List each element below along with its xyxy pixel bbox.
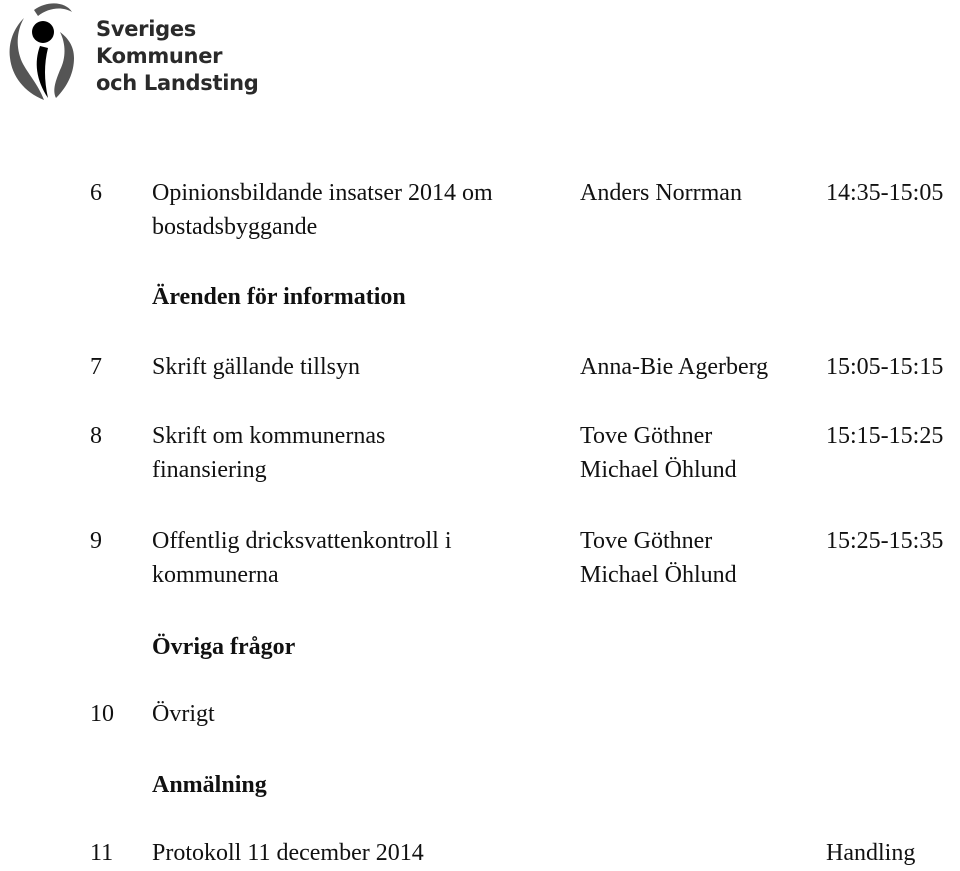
item-number: 6 — [90, 180, 102, 206]
item-title — [152, 524, 452, 592]
item-title — [152, 419, 385, 487]
item-number: 9 — [90, 528, 102, 554]
item-presenter-line: Michael Öhlund — [580, 562, 737, 588]
section-heading-anmalning: Anmälning — [152, 772, 267, 798]
section-heading-ovriga: Övriga frågor — [152, 634, 296, 660]
item-time: 15:05-15:15 — [826, 354, 944, 380]
item-number: 11 — [90, 840, 114, 866]
item-time: 15:15-15:25 — [826, 423, 944, 449]
item-title-line: bostadsbyggande — [152, 214, 318, 240]
item-presenter-line: Michael Öhlund — [580, 457, 737, 483]
item-presenter-line: Tove Göthner — [580, 528, 713, 554]
item-title-line: finansiering — [152, 457, 267, 483]
item-number: 8 — [90, 423, 102, 449]
section-heading-information: Ärenden för information — [152, 284, 406, 310]
logo-wordmark — [96, 16, 259, 97]
logo-line: Sveriges — [96, 17, 196, 41]
item-note: Handling — [826, 840, 916, 866]
organization-logo — [4, 2, 264, 102]
item-time: 15:25-15:35 — [826, 528, 944, 554]
item-title: Övrigt — [152, 701, 215, 727]
item-presenter — [580, 524, 737, 592]
item-title — [152, 176, 493, 244]
item-presenter-line: Tove Göthner — [580, 423, 713, 449]
logo-line: och Landsting — [96, 71, 259, 95]
item-number: 7 — [90, 354, 102, 380]
item-title-line: kommunerna — [152, 562, 279, 588]
item-title: Protokoll 11 december 2014 — [152, 840, 424, 866]
logo-line: Kommuner — [96, 44, 223, 68]
logo-emblem-icon — [4, 2, 84, 102]
item-title: Skrift gällande tillsyn — [152, 354, 360, 380]
item-title-line: Skrift om kommunernas — [152, 423, 386, 449]
item-title-line: Offentlig dricksvattenkontroll i — [152, 528, 452, 554]
item-title-line: Opinionsbildande insatser 2014 om — [152, 180, 493, 206]
item-presenter — [580, 419, 737, 487]
item-presenter: Anna-Bie Agerberg — [580, 354, 769, 380]
item-presenter: Anders Norrman — [580, 180, 742, 206]
item-time: 14:35-15:05 — [826, 180, 944, 206]
item-number: 10 — [90, 701, 114, 727]
